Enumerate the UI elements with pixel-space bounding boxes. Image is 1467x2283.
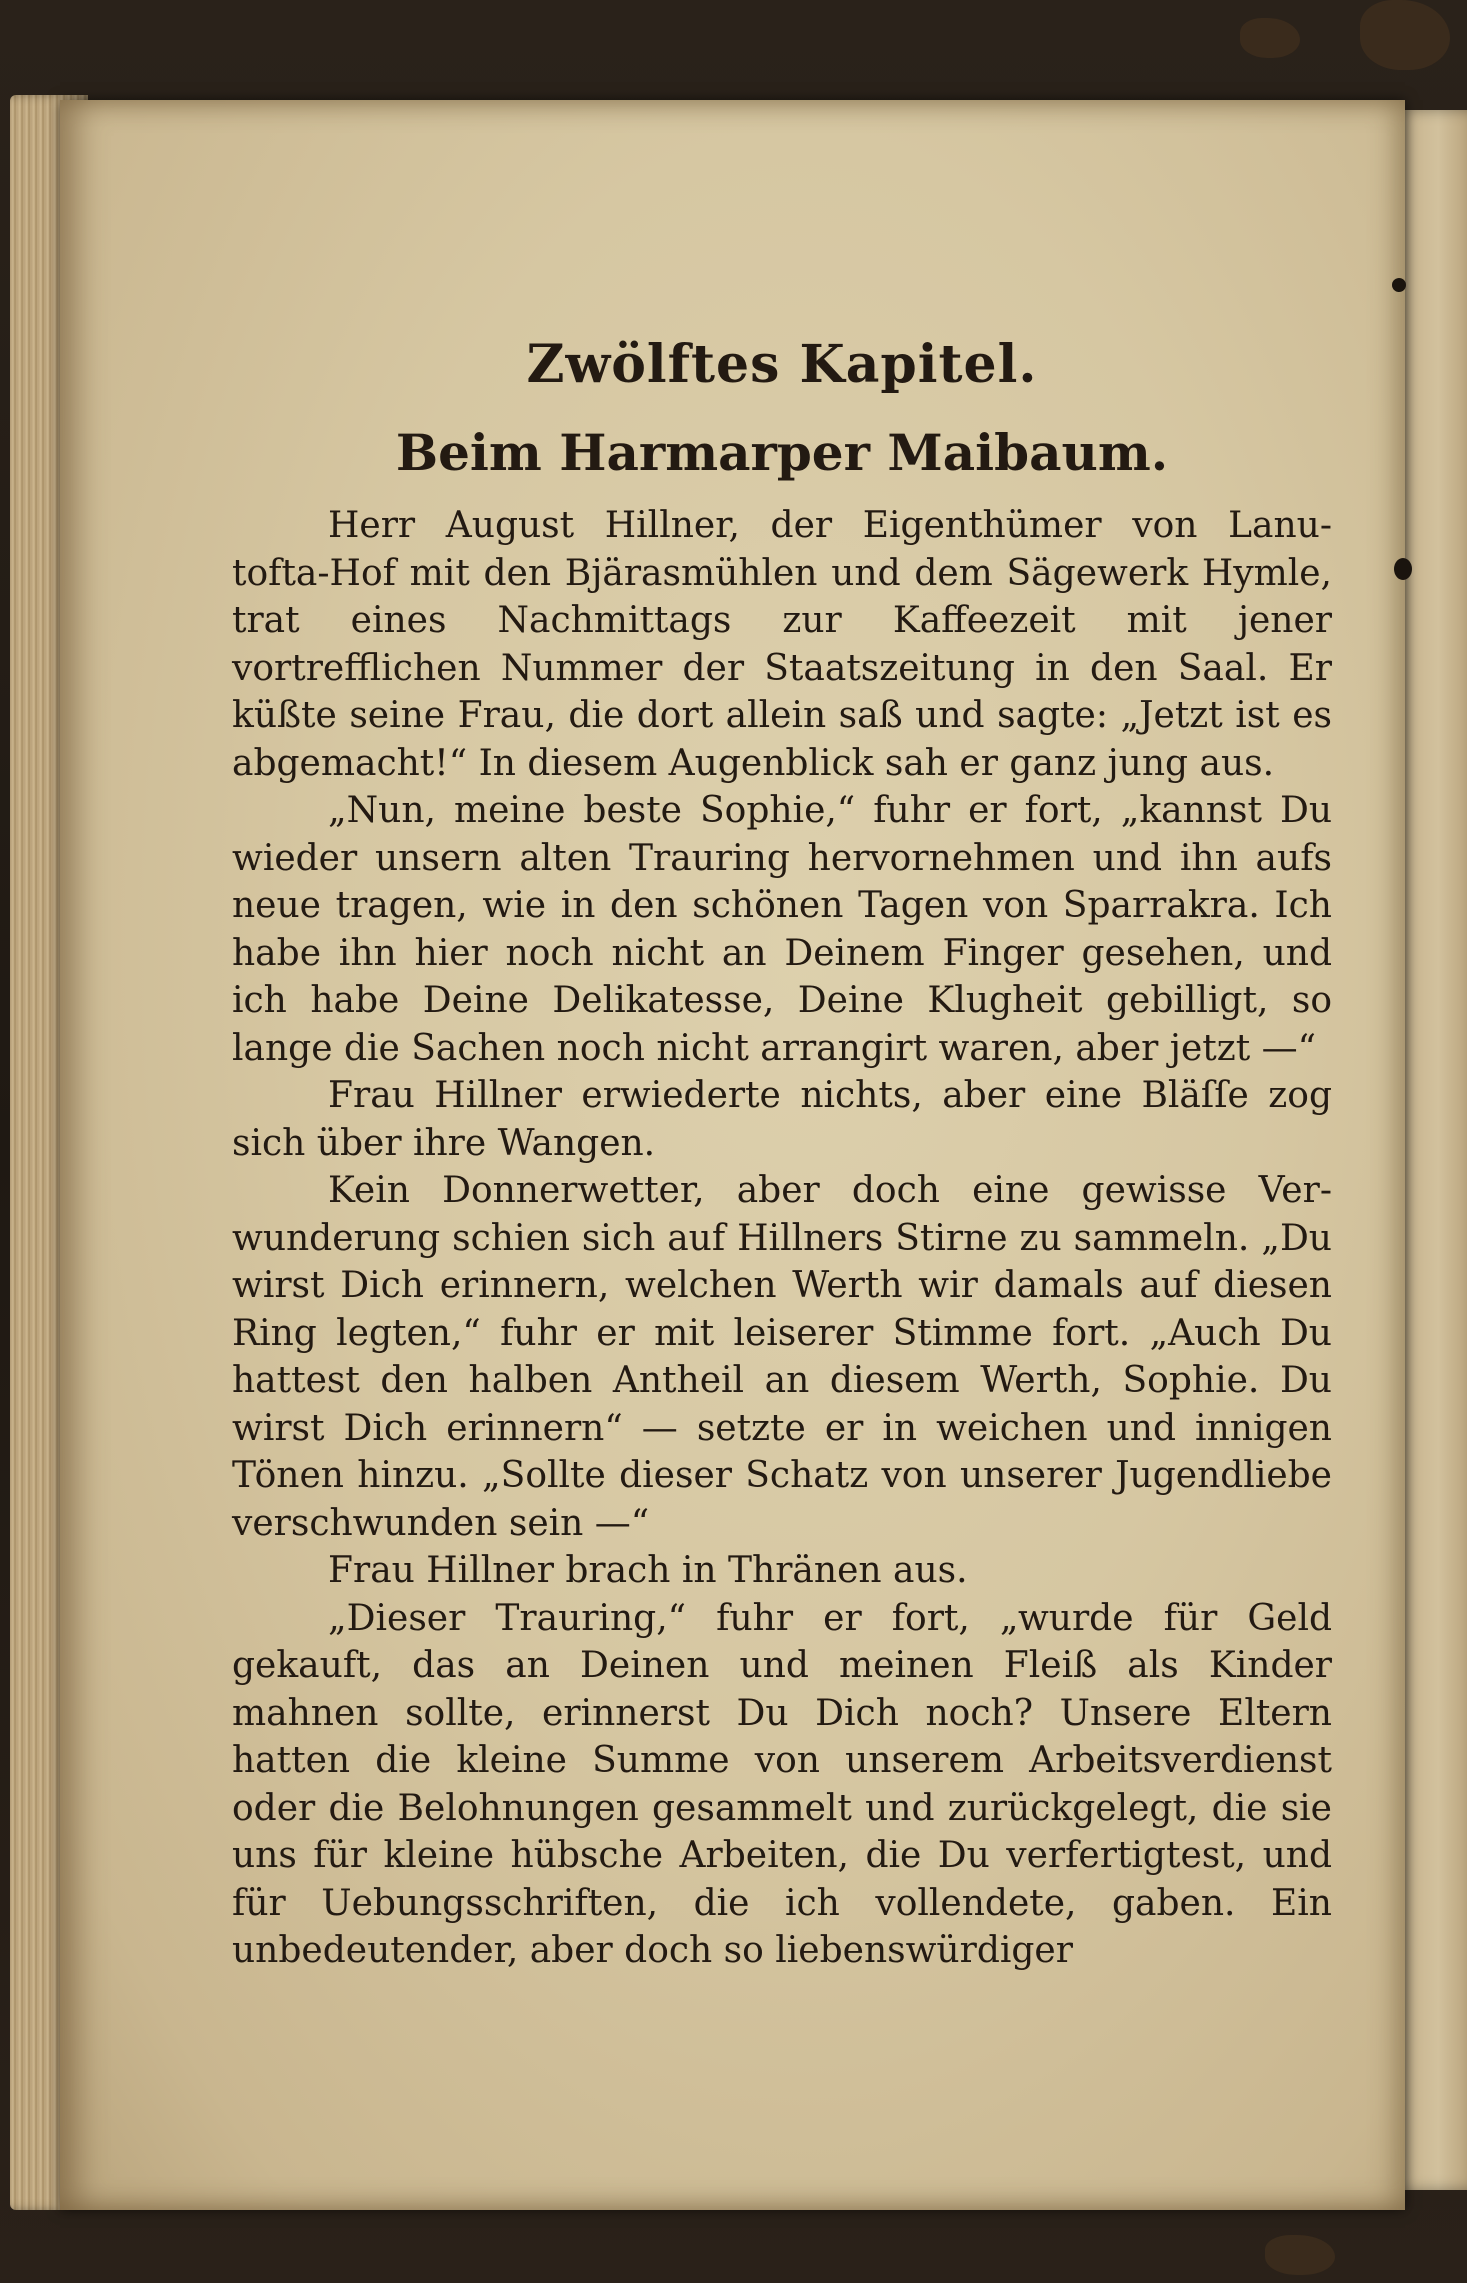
paragraph: „Nun, meine beste Sophie,“ fuhr er fort, „kannst Du wieder unsern alten Trauring hervornehmen und ihn aufs neue tragen, wie in den schönen Tagen von Sparrakra. Ich habe ihn hier noch nicht an Deinem Finger gesehen, und ich habe Deine Delikatesse, Deine Klugheit gebilligt, so lange die Sachen noch nicht arrangirt waren, aber jetzt —“ [232, 790, 1332, 1069]
binding-damage [1265, 2235, 1335, 2275]
page-text [232, 330, 1332, 1975]
binding-damage [1240, 18, 1300, 58]
paragraph: Kein Donnerwetter, aber doch eine gewisse Verwunderung schien sich auf Hillners Stirne zu sammeln. „Du wirst Dich erinnern, welchen Werth wir damals auf diesen Ring legten,“ fuhr er mit leiserer Stimme fort. „Auch Du hattest den halben Antheil an diesem Werth, Sophie. Du wirst Dich erinnern“ — setzte er in weichen und innigen Tönen hinzu. „Sollte dieser Schatz von unserer Jugendliebe verschwunden sein —“ [232, 1170, 1332, 1544]
binding-hole [1392, 278, 1406, 292]
paragraph: Frau Hillner brach in Thränen aus. [328, 1550, 968, 1591]
chapter-title: Zwölftes Kapitel. [526, 334, 1038, 395]
binding-damage [1360, 0, 1450, 70]
paragraph: Herr August Hillner, der Eigenthümer von Lanutofta‑Hof mit den Bjärasmühlen und dem Sägewerk Hymle, trat eines Nachmittags zur Kaffeezeit mit jener vortrefflichen Nummer der Staatszeitung in den Saal. Er küßte seine Frau, die dort allein saß und sagte: „Jetzt ist es abgemacht!“ In diesem Augenblick sah er ganz jung aus. [232, 505, 1332, 784]
next-page-edge [1395, 110, 1467, 2190]
binding-hole [1394, 558, 1412, 580]
paragraph: „Dieser Trauring,“ fuhr er fort, „wurde für Geld gekauft, das an Deinen und meinen Fleiß als Kinder mahnen sollte, erinnerst Du Dich noch? Unsere Eltern hatten die kleine Summe von unserem Arbeitsverdienst oder die Belohnungen gesammelt und zurückgelegt, die sie uns für kleine hübsche Arbeiten, die Du verfertigtest, und für Uebungsschriften, die ich vollendete, gaben. Ein unbedeutender, aber doch so liebenswürdiger [232, 1597, 1332, 1971]
paragraph: Frau Hillner erwiederte nichts, aber eine Bläſſe zog sich über ihre Wangen. [232, 1075, 1332, 1164]
chapter-subtitle: Beim Harmarper Maibaum. [395, 423, 1169, 482]
